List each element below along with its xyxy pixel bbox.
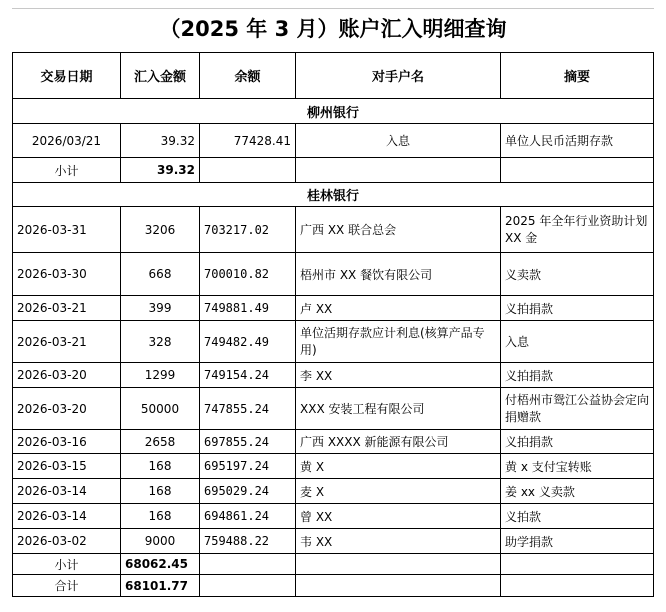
cell-date[interactable]: 2026/03/21 — [13, 124, 121, 158]
cell-balance[interactable]: 749154.24 — [200, 363, 296, 388]
bank-name-guilin[interactable]: 桂林银行 — [13, 183, 654, 207]
cell-counterparty[interactable]: 麦 X — [296, 479, 501, 504]
cell-balance[interactable]: 749482.49 — [200, 321, 296, 363]
cell-amount[interactable]: 2658 — [121, 430, 200, 454]
table-row — [13, 321, 654, 363]
cell-balance[interactable]: 695029.24 — [200, 479, 296, 504]
cell-amount[interactable]: 3206 — [121, 207, 200, 253]
table-row — [13, 296, 654, 321]
empty-cell[interactable] — [200, 575, 296, 597]
cell-amount[interactable]: 168 — [121, 454, 200, 479]
cell-amount[interactable]: 328 — [121, 321, 200, 363]
table-row — [13, 253, 654, 296]
cell-balance[interactable]: 77428.41 — [200, 124, 296, 158]
header-balance[interactable]: 余额 — [200, 53, 296, 99]
cell-counterparty[interactable]: 梧州市 XX 餐饮有限公司 — [296, 253, 501, 296]
header-row — [13, 53, 654, 99]
cell-memo[interactable]: 义拍捐款 — [501, 296, 654, 321]
empty-cell[interactable] — [501, 575, 654, 597]
subtotal-row — [13, 554, 654, 575]
header-date[interactable]: 交易日期 — [13, 53, 121, 99]
cell-memo[interactable]: 2025 年全年行业资助计划 XX 金 — [501, 207, 654, 253]
cell-counterparty[interactable]: 入息 — [296, 124, 501, 158]
cell-counterparty[interactable]: 李 XX — [296, 363, 501, 388]
cell-date[interactable]: 2026-03-14 — [13, 504, 121, 529]
bank-section-row — [13, 183, 654, 207]
subtotal-row — [13, 158, 654, 183]
cell-memo[interactable]: 助学捐款 — [501, 529, 654, 554]
table-row — [13, 479, 654, 504]
cell-memo[interactable]: 义卖款 — [501, 253, 654, 296]
cell-date[interactable]: 2026-03-21 — [13, 296, 121, 321]
cell-memo[interactable]: 义拍款 — [501, 504, 654, 529]
cell-date[interactable]: 2026-03-21 — [13, 321, 121, 363]
cell-counterparty[interactable]: 曾 XX — [296, 504, 501, 529]
total-label[interactable]: 合计 — [13, 575, 121, 597]
empty-cell[interactable] — [296, 554, 501, 575]
cell-memo[interactable]: 姜 xx 义卖款 — [501, 479, 654, 504]
cell-counterparty[interactable]: 单位活期存款应计利息(核算产品专用) — [296, 321, 501, 363]
cell-memo[interactable]: 单位人民币活期存款 — [501, 124, 654, 158]
cell-amount[interactable]: 168 — [121, 479, 200, 504]
cell-amount[interactable]: 399 — [121, 296, 200, 321]
cell-counterparty[interactable]: 广西 XXXX 新能源有限公司 — [296, 430, 501, 454]
cell-memo[interactable]: 义拍捐款 — [501, 430, 654, 454]
table-row — [13, 430, 654, 454]
subtotal-label[interactable]: 小计 — [13, 158, 121, 183]
cell-balance[interactable]: 700010.82 — [200, 253, 296, 296]
cell-counterparty[interactable]: 广西 XX 联合总会 — [296, 207, 501, 253]
cell-date[interactable]: 2026-03-20 — [13, 388, 121, 430]
subtotal-label[interactable]: 小计 — [13, 554, 121, 575]
bank-name-liuzhou[interactable]: 柳州银行 — [13, 99, 654, 124]
transaction-table — [12, 52, 654, 597]
empty-cell[interactable] — [501, 554, 654, 575]
table-row — [13, 124, 654, 158]
cell-date[interactable]: 2026-03-30 — [13, 253, 121, 296]
cell-amount[interactable]: 50000 — [121, 388, 200, 430]
cell-date[interactable]: 2026-03-16 — [13, 430, 121, 454]
total-amount[interactable]: 68101.77 — [121, 575, 200, 597]
total-row — [13, 575, 654, 597]
cell-balance[interactable]: 759488.22 — [200, 529, 296, 554]
cell-amount[interactable]: 1299 — [121, 363, 200, 388]
table-row — [13, 454, 654, 479]
cell-amount[interactable]: 39.32 — [121, 124, 200, 158]
cell-balance[interactable]: 747855.24 — [200, 388, 296, 430]
table-row — [13, 388, 654, 430]
cell-balance[interactable]: 695197.24 — [200, 454, 296, 479]
header-amount[interactable]: 汇入金额 — [121, 53, 200, 99]
empty-cell[interactable] — [200, 554, 296, 575]
cell-date[interactable]: 2026-03-02 — [13, 529, 121, 554]
empty-cell[interactable] — [296, 575, 501, 597]
table-row — [13, 504, 654, 529]
cell-amount[interactable]: 9000 — [121, 529, 200, 554]
cell-memo[interactable]: 义拍捐款 — [501, 363, 654, 388]
header-counterparty[interactable]: 对手户名 — [296, 53, 501, 99]
table-row — [13, 207, 654, 253]
cell-balance[interactable]: 697855.24 — [200, 430, 296, 454]
cell-counterparty[interactable]: 黄 X — [296, 454, 501, 479]
cell-amount[interactable]: 168 — [121, 504, 200, 529]
cell-memo[interactable]: 黄 x 支付宝转账 — [501, 454, 654, 479]
cell-balance[interactable]: 694861.24 — [200, 504, 296, 529]
cell-memo[interactable]: 入息 — [501, 321, 654, 363]
header-memo[interactable]: 摘要 — [501, 53, 654, 99]
cell-date[interactable]: 2026-03-14 — [13, 479, 121, 504]
cell-date[interactable]: 2026-03-20 — [13, 363, 121, 388]
cell-balance[interactable]: 749881.49 — [200, 296, 296, 321]
cell-counterparty[interactable]: 卢 XX — [296, 296, 501, 321]
report-title: （2025 年 3 月）账户汇入明细查询 — [12, 8, 654, 49]
bank-section-row — [13, 99, 654, 124]
table-row — [13, 363, 654, 388]
table-row — [13, 529, 654, 554]
subtotal-amount[interactable]: 39.32 — [121, 158, 200, 183]
empty-cell[interactable] — [501, 158, 654, 183]
empty-cell[interactable] — [296, 158, 501, 183]
cell-balance[interactable]: 703217.02 — [200, 207, 296, 253]
subtotal-amount[interactable]: 68062.45 — [121, 554, 200, 575]
empty-cell[interactable] — [200, 158, 296, 183]
cell-date[interactable]: 2026-03-31 — [13, 207, 121, 253]
cell-memo[interactable]: 付梧州市鸳江公益协会定向捐赠款 — [501, 388, 654, 430]
cell-date[interactable]: 2026-03-15 — [13, 454, 121, 479]
cell-amount[interactable]: 668 — [121, 253, 200, 296]
cell-counterparty[interactable]: 韦 XX — [296, 529, 501, 554]
cell-counterparty[interactable]: XXX 安装工程有限公司 — [296, 388, 501, 430]
